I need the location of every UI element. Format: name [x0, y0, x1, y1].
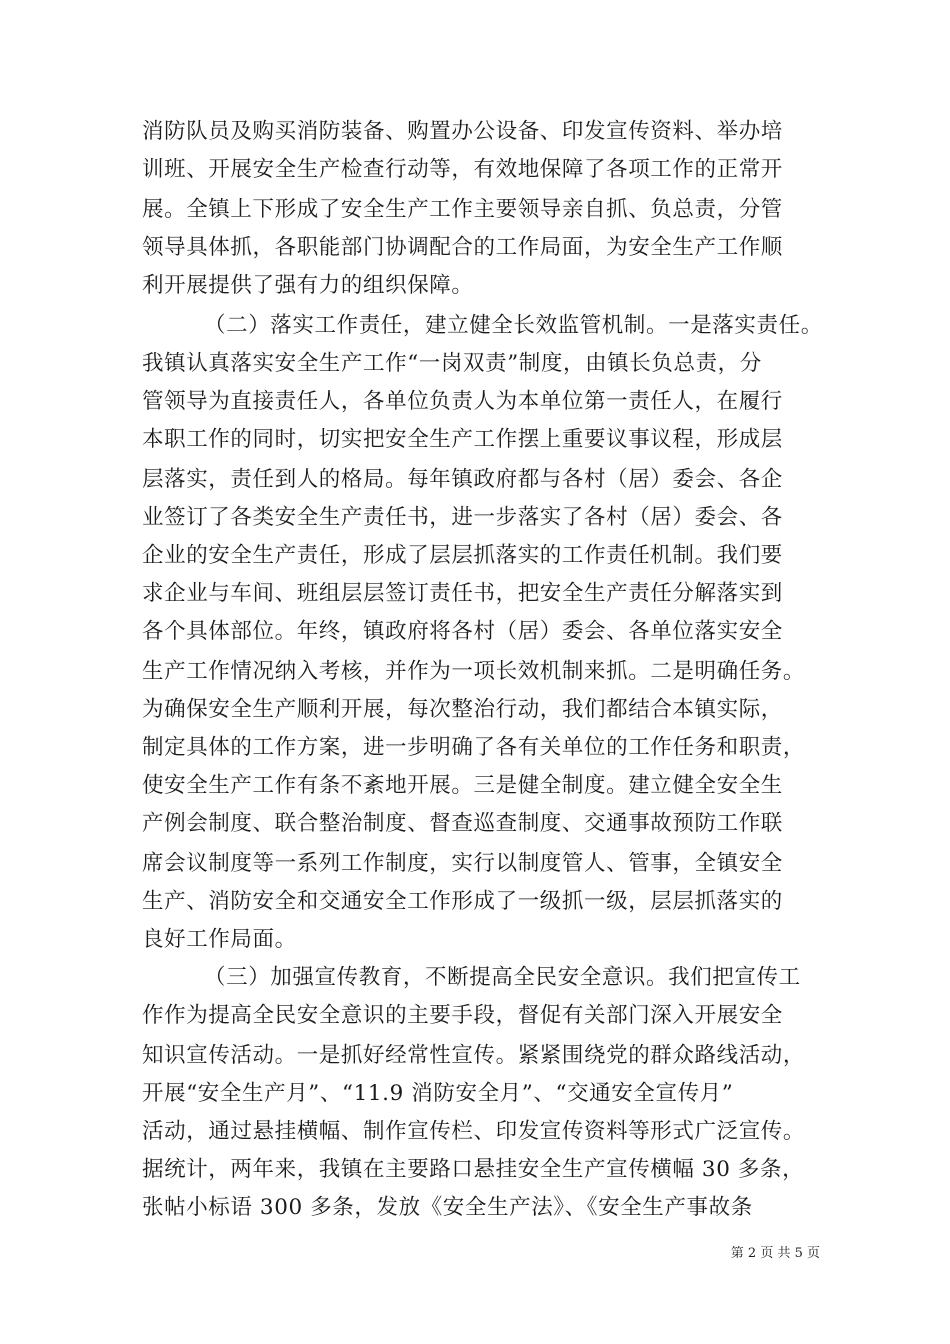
paragraph-line: 使安全生产工作有条不紊地开展。三是健全制度。建立健全安全生 — [142, 773, 783, 798]
paragraph-line: 求企业与车间、班组层层签订责任书，把安全生产责任分解落实到 — [142, 581, 783, 606]
paragraph-line: 席会议制度等一系列工作制度，实行以制度管人、管事，全镇安全 — [142, 851, 783, 876]
paragraph-line: 领导具体抓，各职能部门协调配合的工作局面，为安全生产工作顺 — [142, 235, 783, 260]
page-number: 第 2 页 共 5 页 — [730, 1246, 820, 1261]
paragraph-line: 张帖小标语 300 多条，发放《安全生产法》、《安全生产事故条 — [142, 1195, 753, 1220]
paragraph-line: 展。全镇上下形成了安全生产工作主要领导亲自抓、负总责，分管 — [142, 197, 783, 222]
paragraph-line: （三）加强宣传教育，不断提高全民安全意识。我们把宣传工 — [204, 965, 801, 990]
paragraph-line: 为确保安全生产顺利开展，每次整治行动，我们都结合本镇实际， — [142, 697, 783, 722]
paragraph-line: 我镇认真落实安全生产工作“一岗双责”制度，由镇长负总责，分 — [142, 351, 762, 376]
paragraph-line: 管领导为直接责任人，各单位负责人为本单位第一责任人，在履行 — [142, 389, 783, 414]
paragraph-line: 业签订了各类安全生产责任书，进一步落实了各村（居）委会、各 — [142, 505, 783, 530]
paragraph-line: 生产、消防安全和交通安全工作形成了一级抓一级，层层抓落实的 — [142, 889, 783, 914]
paragraph-line: 本职工作的同时，切实把安全生产工作摆上重要议事议程，形成层 — [142, 427, 783, 452]
paragraph-line: 训班、开展安全生产检查行动等，有效地保障了各项工作的正常开 — [142, 157, 783, 182]
paragraph-line: 各个具体部位。年终，镇政府将各村（居）委会、各单位落实安全 — [142, 619, 783, 644]
paragraph-line: 生产工作情况纳入考核，并作为一项长效机制来抓。二是明确任务。 — [142, 659, 806, 684]
paragraph-line: （二）落实工作责任，建立健全长效监管机制。一是落实责任。 — [204, 313, 823, 338]
paragraph-line: 作作为提高全民安全意识的主要手段，督促有关部门深入开展安全 — [142, 1003, 783, 1028]
paragraph-line: 据统计，两年来，我镇在主要路口悬挂安全生产宣传横幅 30 多条， — [142, 1157, 805, 1182]
paragraph-line: 产例会制度、联合整治制度、督查巡查制度、交通事故预防工作联 — [142, 811, 783, 836]
paragraph-line: 知识宣传活动。一是抓好经常性宣传。紧紧围绕党的群众路线活动， — [142, 1043, 806, 1068]
paragraph-line: 消防队员及购买消防装备、购置办公设备、印发宣传资料、举办培 — [142, 119, 783, 144]
paragraph-line: 制定具体的工作方案，进一步明确了各有关单位的工作任务和职责， — [142, 735, 806, 760]
paragraph-line: 层落实，责任到人的格局。每年镇政府都与各村（居）委会、各企 — [142, 467, 783, 492]
paragraph-line: 企业的安全生产责任，形成了层层抓落实的工作责任机制。我们要 — [142, 543, 783, 568]
paragraph-line: 活动，通过悬挂横幅、制作宣传栏、印发宣传资料等形式广泛宣传。 — [142, 1119, 806, 1144]
paragraph-line: 利开展提供了强有力的组织保障。 — [142, 273, 474, 298]
paragraph-line: 良好工作局面。 — [142, 927, 297, 952]
paragraph-line: 开展“安全生产月”、“11.9 消防安全月”、“交通安全宣传月” — [142, 1081, 734, 1106]
